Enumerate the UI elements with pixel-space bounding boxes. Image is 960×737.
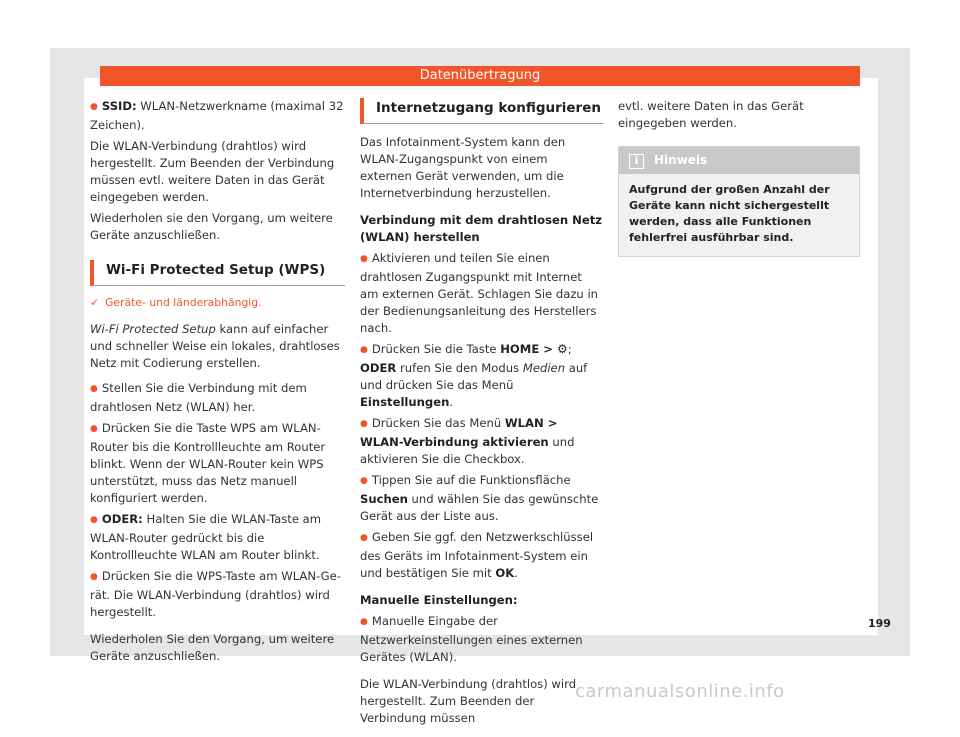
list-item-text: Aktivieren und teilen Sie einen drahtlosen Zugangspunkt mit Internet am externen Gerät. Schlagen Sie dazu in der Bedienungsanleitung des Herstellers nach.	[360, 251, 599, 335]
period: .	[514, 566, 518, 580]
subheading	[360, 212, 603, 246]
list-item-text: Drücken Sie das Menü	[371, 416, 505, 430]
list-item	[360, 529, 603, 582]
wps-term: Wi-Fi Protected Setup	[90, 322, 216, 336]
internet-heading: Internetzugang konfigurieren	[360, 98, 603, 124]
list-item	[360, 250, 603, 337]
home-key: HOME >	[500, 342, 558, 356]
list-item-text: Tippen Sie auf die Funktionsfläche	[371, 473, 571, 487]
note-header	[619, 147, 859, 174]
ok-label: OK	[495, 566, 515, 580]
list-item-text: Drücken Sie die Taste	[371, 342, 501, 356]
list-item	[360, 341, 603, 411]
list-item	[90, 420, 345, 507]
column-middle	[360, 98, 603, 737]
bullet-dot-icon: ●	[360, 419, 368, 429]
list-item-text: Stellen Sie die Verbindung mit dem drahtlosen Netz (WLAN) her.	[90, 381, 307, 414]
list-item-text: rufen Sie den Modus	[396, 361, 523, 375]
wlan-menu-path: WLAN > WLAN-Verbindung aktivieren	[360, 416, 558, 449]
subheading	[360, 592, 603, 609]
paragraph: Das Infotainment-System kann den WLAN-Zugangspunkt von einem externen Gerät verwenden, um die Internetverbindung herzustellen.	[360, 135, 566, 200]
bullet-dot-icon: ●	[90, 102, 98, 112]
watermark: carmanualsonline.info	[575, 681, 785, 702]
subheading-text: Manuelle Einstellungen:	[360, 593, 518, 607]
gear-icon: ⚙	[557, 342, 568, 356]
bullet-dot-icon: ●	[90, 384, 98, 394]
note-box	[618, 146, 860, 257]
section-header: Datenübertragung	[100, 66, 860, 86]
list-item-text: auf und drücken Sie das Menü	[360, 361, 588, 392]
bullet-dot-icon: ●	[360, 345, 368, 355]
list-item-text: Geben Sie ggf. den Netzwerkschlüssel des Geräts im Infotainment-System ein und bestätigen Sie mit	[360, 530, 594, 580]
list-item	[90, 511, 345, 564]
paragraph: Wiederholen Sie den Vorgang, um weitere Geräte anzuschließen.	[90, 632, 335, 663]
ssid-label: SSID:	[101, 99, 137, 113]
list-item-text: Drücken Sie die Taste WPS am WLAN-Router bis die Kontrollleuchte am Router blinkt. Wenn der WLAN-Router kein WPS unterstützt, muss das Netz manuell konfiguriert werden.	[90, 421, 326, 505]
medien-mode: Medien	[522, 361, 566, 375]
list-item	[360, 415, 603, 468]
bullet-dot-icon: ●	[360, 617, 368, 627]
bullet-dot-icon: ●	[90, 572, 98, 582]
list-item-text: Halten Sie die WLAN-Taste am WLAN-Router gedrückt bis die Kontrollleuchte WLAN am Router blinkt.	[90, 512, 322, 562]
einstellungen-menu: Einstellungen	[360, 395, 450, 409]
wps-intro-text: kann auf einfacher und schneller Weise ein lokales, drahtloses Netz mit Codierung erstellen.	[90, 322, 340, 370]
list-item	[90, 568, 345, 621]
bullet-dot-icon: ●	[90, 424, 98, 434]
list-item-text: und wählen Sie das gewünschte Gerät aus der Liste aus.	[360, 492, 599, 523]
check-icon: ✓	[90, 296, 100, 309]
suchen-button-label: Suchen	[360, 492, 408, 506]
paragraph: evtl. weitere Daten in das Gerät eingegeben werden.	[618, 99, 804, 130]
wps-intro	[90, 321, 345, 372]
oder-label: ODER:	[101, 512, 143, 526]
list-item-text: und aktivieren Sie die Checkbox.	[360, 435, 575, 466]
list-item	[360, 613, 603, 666]
list-item	[360, 472, 603, 525]
paragraph: Die WLAN-Verbindung (drahtlos) wird hergestellt. Zum Beenden der Verbindung müssen	[360, 677, 577, 725]
ssid-text: WLAN-Netzwerkname (maximal 32 Zeichen).	[90, 99, 344, 132]
list-item-text: Manuelle Eingabe der Netzwerkeinstellungen eines externen Gerätes (WLAN).	[360, 614, 583, 664]
ssid-item	[90, 98, 345, 134]
wps-heading: Wi-Fi Protected Setup (WPS)	[90, 260, 345, 286]
condition-text: Geräte- und länderabhängig.	[105, 296, 262, 309]
bullet-dot-icon: ●	[360, 476, 368, 486]
column-right	[618, 98, 860, 257]
list-item	[90, 380, 345, 416]
bullet-dot-icon: ●	[360, 533, 368, 543]
note-title: Hinweis	[654, 153, 708, 167]
column-left	[90, 98, 345, 675]
note-text: Aufgrund der großen Anzahl der Geräte kann nicht sichergestellt werden, dass alle Funktionen fehlerfrei ausführbar sind.	[629, 183, 830, 244]
subheading-text: Verbindung mit dem drahtlosen Netz (WLAN) herstellen	[360, 213, 602, 244]
condition-note	[90, 294, 345, 311]
bullet-dot-icon: ●	[360, 254, 368, 264]
separator: ;	[567, 342, 572, 356]
paragraph: Wiederholen sie den Vorgang, um weitere Geräte anzuschließen.	[90, 211, 333, 242]
list-item-text: Drücken Sie die WPS-Taste am WLAN-Gerät. Die WLAN-Verbindung (drahtlos) wird hergestellt.	[90, 569, 341, 619]
bullet-dot-icon: ●	[90, 515, 98, 525]
oder-label: ODER	[360, 361, 397, 375]
page-number: 199	[868, 617, 891, 630]
paragraph: Die WLAN-Verbindung (drahtlos) wird hergestellt. Zum Beenden der Verbindung müssen evtl. weitere Daten in das Gerät eingegeben werden.	[90, 139, 335, 204]
period: .	[449, 395, 454, 409]
info-icon: i	[629, 154, 644, 169]
